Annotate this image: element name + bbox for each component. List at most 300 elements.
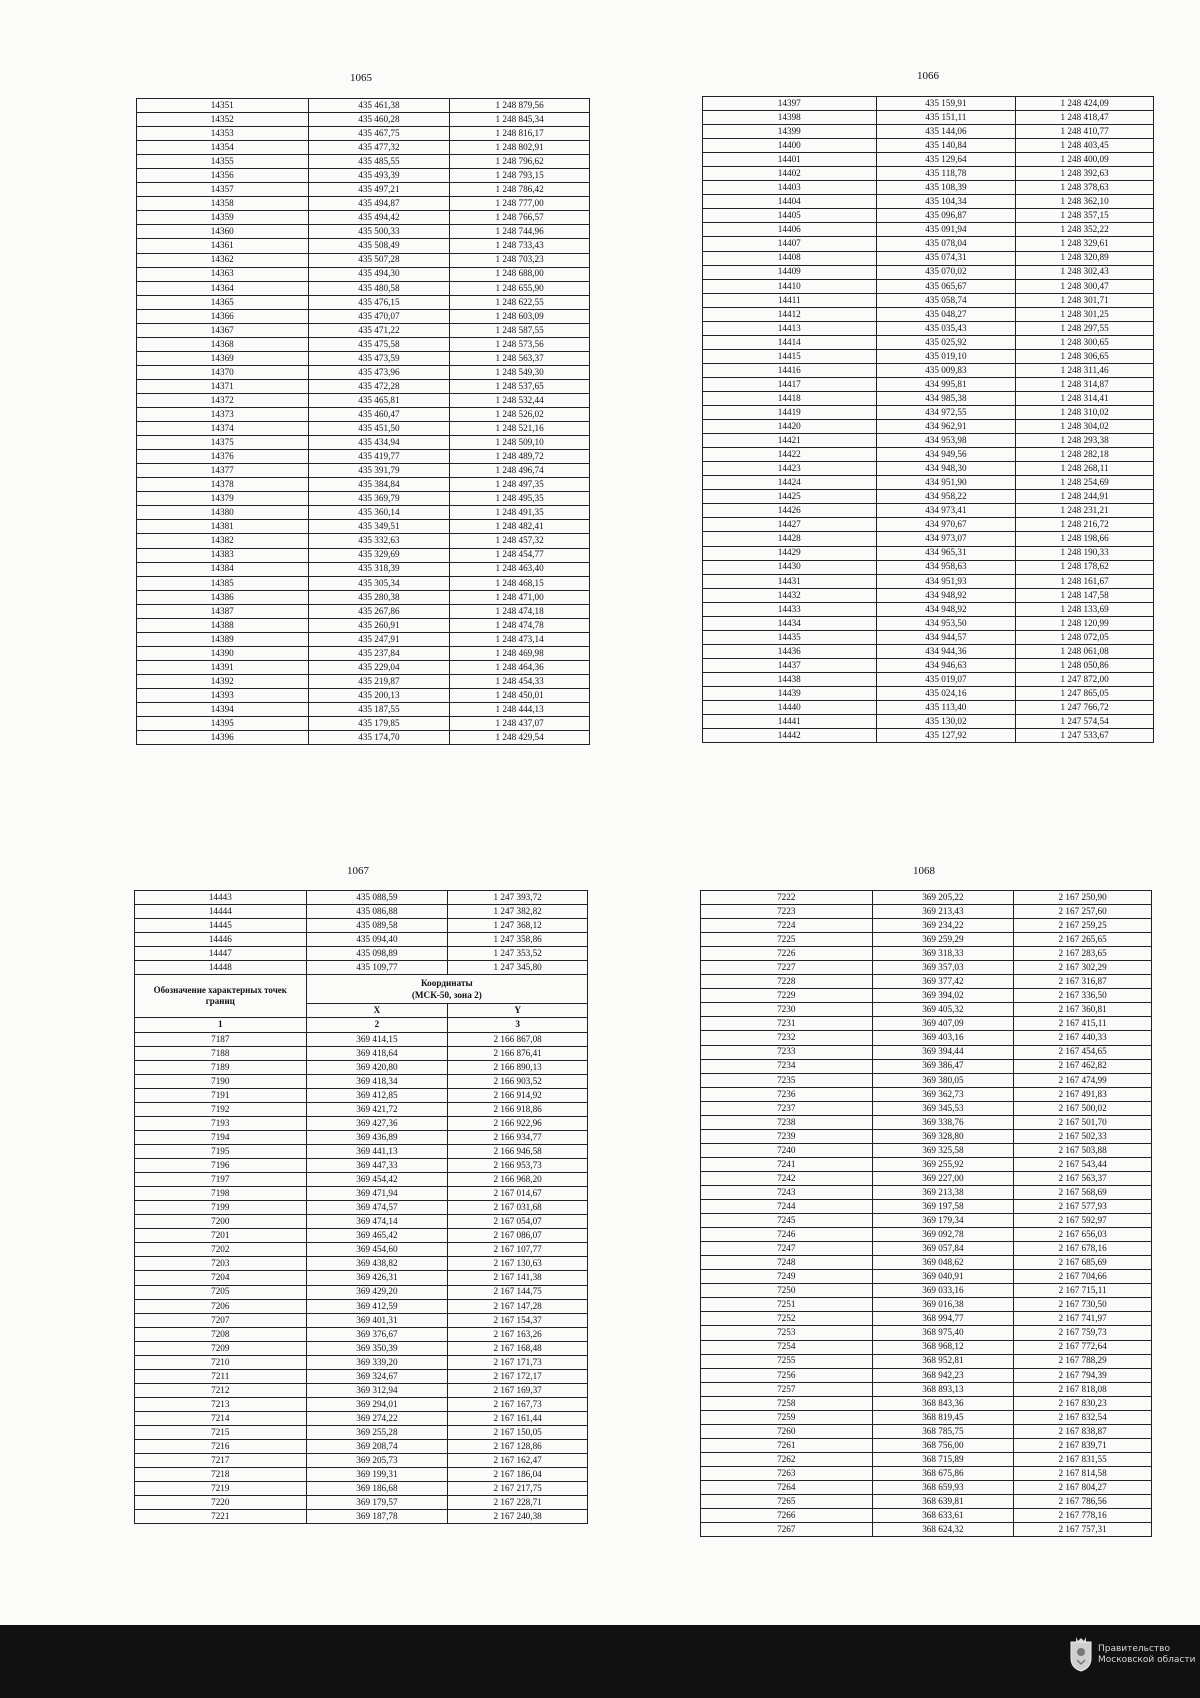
- point-number: 7255: [701, 1354, 873, 1368]
- table-row: [135, 1145, 588, 1159]
- point-number: 14355: [137, 155, 309, 169]
- point-number: 14447: [135, 947, 307, 961]
- header-point-designation: Обозначение характерных точек границ: [135, 975, 307, 1018]
- x-coordinate: 369 454,42: [306, 1173, 448, 1187]
- x-coordinate: 369 057,84: [872, 1242, 1014, 1256]
- table-row: [703, 111, 1154, 125]
- y-coordinate: 1 248 403,45: [1016, 139, 1154, 153]
- table-row: [701, 1115, 1152, 1129]
- table-row: [137, 506, 590, 520]
- x-coordinate: 435 460,47: [308, 408, 450, 422]
- y-coordinate: 2 167 014,67: [448, 1187, 588, 1201]
- y-coordinate: 2 167 704,66: [1014, 1270, 1152, 1284]
- y-coordinate: 2 167 568,69: [1014, 1185, 1152, 1199]
- table-row: [701, 1242, 1152, 1256]
- x-coordinate: 369 421,72: [306, 1102, 448, 1116]
- table-row: [137, 674, 590, 688]
- y-coordinate: 1 248 563,37: [450, 351, 590, 365]
- x-coordinate: 435 329,69: [308, 548, 450, 562]
- table-row: [703, 391, 1154, 405]
- x-coordinate: 435 391,79: [308, 464, 450, 478]
- table-row: [701, 1466, 1152, 1480]
- x-coordinate: 368 715,89: [872, 1452, 1014, 1466]
- y-coordinate: 1 248 845,34: [450, 113, 590, 127]
- table-row: [135, 1102, 588, 1116]
- x-coordinate: 369 407,09: [872, 1017, 1014, 1031]
- x-coordinate: 434 953,98: [876, 434, 1016, 448]
- x-coordinate: 369 205,22: [872, 891, 1014, 905]
- x-coordinate: 435 127,92: [876, 729, 1016, 743]
- x-coordinate: 369 328,80: [872, 1129, 1014, 1143]
- table-row: [703, 223, 1154, 237]
- y-coordinate: 1 248 304,02: [1016, 420, 1154, 434]
- point-number: 14369: [137, 351, 309, 365]
- y-coordinate: 1 248 300,65: [1016, 335, 1154, 349]
- table-row: [701, 1284, 1152, 1298]
- table-row: [137, 127, 590, 141]
- table-row: [135, 1510, 588, 1524]
- x-coordinate: 369 474,14: [306, 1215, 448, 1229]
- table-row: [701, 1059, 1152, 1073]
- y-coordinate: 2 167 336,50: [1014, 989, 1152, 1003]
- table-row: [701, 1101, 1152, 1115]
- point-number: 7227: [701, 961, 873, 975]
- table-row: [703, 293, 1154, 307]
- x-coordinate: 434 951,90: [876, 476, 1016, 490]
- y-coordinate: 1 248 879,56: [450, 99, 590, 113]
- table-row: [703, 448, 1154, 462]
- table-row: [703, 349, 1154, 363]
- y-coordinate: 1 248 297,55: [1016, 321, 1154, 335]
- table-row: [701, 1495, 1152, 1509]
- y-coordinate: 2 167 163,26: [448, 1327, 588, 1341]
- table-row: [137, 660, 590, 674]
- x-coordinate: 434 965,31: [876, 546, 1016, 560]
- y-coordinate: 2 167 147,28: [448, 1299, 588, 1313]
- coordinates-table-1067: [134, 890, 588, 1524]
- point-number: 7207: [135, 1313, 307, 1327]
- x-coordinate: 369 033,16: [872, 1284, 1014, 1298]
- table-row: [703, 363, 1154, 377]
- x-coordinate: 435 451,50: [308, 422, 450, 436]
- point-number: 14388: [137, 618, 309, 632]
- y-coordinate: 1 248 521,16: [450, 422, 590, 436]
- x-coordinate: 369 438,82: [306, 1257, 448, 1271]
- y-coordinate: 1 248 293,38: [1016, 434, 1154, 448]
- table-row: [137, 703, 590, 717]
- table-row: [135, 919, 588, 933]
- table-row: [137, 562, 590, 576]
- y-coordinate: 1 248 244,91: [1016, 490, 1154, 504]
- table-row: [703, 504, 1154, 518]
- x-coordinate: 369 179,34: [872, 1214, 1014, 1228]
- y-coordinate: 1 247 533,67: [1016, 729, 1154, 743]
- table-row: [703, 420, 1154, 434]
- y-coordinate: 2 167 814,58: [1014, 1466, 1152, 1480]
- y-coordinate: 1 248 777,00: [450, 197, 590, 211]
- table-row: [137, 464, 590, 478]
- table-row: [701, 1410, 1152, 1424]
- point-number: 14421: [703, 434, 877, 448]
- table-row: [701, 1354, 1152, 1368]
- y-coordinate: 2 167 592,97: [1014, 1214, 1152, 1228]
- table-row: [701, 1509, 1152, 1523]
- point-number: 14372: [137, 393, 309, 407]
- table-row: [135, 1131, 588, 1145]
- point-number: 14375: [137, 436, 309, 450]
- point-number: 14423: [703, 462, 877, 476]
- table-row: [701, 1200, 1152, 1214]
- y-coordinate: 2 167 839,71: [1014, 1438, 1152, 1452]
- y-coordinate: 1 248 489,72: [450, 450, 590, 464]
- x-coordinate: 369 418,34: [306, 1074, 448, 1088]
- y-coordinate: 2 167 250,90: [1014, 891, 1152, 905]
- point-number: 7247: [701, 1242, 873, 1256]
- y-coordinate: 2 167 186,04: [448, 1468, 588, 1482]
- table-row: [135, 1426, 588, 1440]
- y-coordinate: 1 248 314,41: [1016, 391, 1154, 405]
- footer-bar: [0, 1625, 1200, 1698]
- y-coordinate: 2 167 656,03: [1014, 1228, 1152, 1242]
- x-coordinate: 435 140,84: [876, 139, 1016, 153]
- point-number: 14412: [703, 307, 877, 321]
- point-number: 14428: [703, 532, 877, 546]
- x-coordinate: 435 096,87: [876, 209, 1016, 223]
- point-number: 7222: [701, 891, 873, 905]
- table-row: [137, 337, 590, 351]
- table-row: [703, 588, 1154, 602]
- x-coordinate: 435 074,31: [876, 251, 1016, 265]
- x-coordinate: 369 386,47: [872, 1059, 1014, 1073]
- y-coordinate: 2 167 141,38: [448, 1271, 588, 1285]
- x-coordinate: 435 108,39: [876, 181, 1016, 195]
- table-row: [703, 125, 1154, 139]
- point-number: 14366: [137, 309, 309, 323]
- y-coordinate: 1 248 816,17: [450, 127, 590, 141]
- x-coordinate: 435 187,55: [308, 703, 450, 717]
- table-row: [703, 265, 1154, 279]
- table-row: [703, 490, 1154, 504]
- point-number: 7249: [701, 1270, 873, 1284]
- table-row: [137, 225, 590, 239]
- x-coordinate: 435 247,91: [308, 632, 450, 646]
- y-coordinate: 2 166 914,92: [448, 1088, 588, 1102]
- x-coordinate: 369 274,22: [306, 1411, 448, 1425]
- x-coordinate: 434 962,91: [876, 420, 1016, 434]
- point-number: 14446: [135, 933, 307, 947]
- point-number: 14430: [703, 560, 877, 574]
- table-row: [135, 1032, 588, 1046]
- point-number: 14439: [703, 686, 877, 700]
- point-number: 14409: [703, 265, 877, 279]
- x-coordinate: 434 973,41: [876, 504, 1016, 518]
- table-row: [137, 211, 590, 225]
- point-number: 14376: [137, 450, 309, 464]
- x-coordinate: 435 473,96: [308, 365, 450, 379]
- point-number: 7223: [701, 905, 873, 919]
- y-coordinate: 2 167 577,93: [1014, 1200, 1152, 1214]
- y-coordinate: 2 167 454,65: [1014, 1045, 1152, 1059]
- y-coordinate: 1 248 509,10: [450, 436, 590, 450]
- x-coordinate: 369 339,20: [306, 1355, 448, 1369]
- x-coordinate: 435 159,91: [876, 97, 1016, 111]
- table-row: [135, 1496, 588, 1510]
- x-coordinate: 369 259,29: [872, 933, 1014, 947]
- point-number: 7261: [701, 1438, 873, 1452]
- table-row: [135, 1397, 588, 1411]
- y-coordinate: 2 167 804,27: [1014, 1480, 1152, 1494]
- x-coordinate: 368 975,40: [872, 1326, 1014, 1340]
- table-row: [137, 113, 590, 127]
- y-coordinate: 2 167 162,47: [448, 1454, 588, 1468]
- table-row: [135, 1187, 588, 1201]
- x-coordinate: 435 419,77: [308, 450, 450, 464]
- y-coordinate: 2 167 474,99: [1014, 1073, 1152, 1087]
- y-coordinate: 1 248 444,13: [450, 703, 590, 717]
- table-row: [135, 1341, 588, 1355]
- x-coordinate: 434 948,92: [876, 588, 1016, 602]
- table-row: [703, 167, 1154, 181]
- table-row: [137, 436, 590, 450]
- header-x: X: [306, 1004, 448, 1018]
- x-coordinate: 435 174,70: [308, 731, 450, 745]
- table-row: [701, 1143, 1152, 1157]
- y-coordinate: 2 167 830,23: [1014, 1396, 1152, 1410]
- x-coordinate: 369 362,73: [872, 1087, 1014, 1101]
- table-row: [703, 209, 1154, 223]
- point-number: 7262: [701, 1452, 873, 1466]
- table-row: [137, 520, 590, 534]
- y-coordinate: 2 167 086,07: [448, 1229, 588, 1243]
- point-number: 7216: [135, 1440, 307, 1454]
- table-row: [137, 323, 590, 337]
- table-header: [135, 975, 588, 1032]
- table-row: [703, 406, 1154, 420]
- point-number: 14354: [137, 141, 309, 155]
- x-coordinate: 435 497,21: [308, 183, 450, 197]
- table-row: [137, 408, 590, 422]
- point-number: 7211: [135, 1369, 307, 1383]
- table-row: [135, 1229, 588, 1243]
- y-coordinate: 2 167 832,54: [1014, 1410, 1152, 1424]
- x-coordinate: 434 944,36: [876, 644, 1016, 658]
- point-number: 14361: [137, 239, 309, 253]
- y-coordinate: 1 247 345,80: [448, 961, 588, 975]
- table-row: [135, 1215, 588, 1229]
- y-coordinate: 2 166 867,08: [448, 1032, 588, 1046]
- table-row: [135, 1201, 588, 1215]
- point-number: 7236: [701, 1087, 873, 1101]
- y-coordinate: 1 248 362,10: [1016, 195, 1154, 209]
- point-number: 7263: [701, 1466, 873, 1480]
- x-coordinate: 369 376,67: [306, 1327, 448, 1341]
- y-coordinate: 2 167 831,55: [1014, 1452, 1152, 1466]
- point-number: 7187: [135, 1032, 307, 1046]
- table-row: [701, 1523, 1152, 1537]
- y-coordinate: 1 248 282,18: [1016, 448, 1154, 462]
- y-coordinate: 2 167 167,73: [448, 1397, 588, 1411]
- y-coordinate: 2 167 543,44: [1014, 1157, 1152, 1171]
- point-number: 14386: [137, 590, 309, 604]
- y-coordinate: 1 248 301,25: [1016, 307, 1154, 321]
- x-coordinate: 435 280,38: [308, 590, 450, 604]
- x-coordinate: 435 507,28: [308, 253, 450, 267]
- point-number: 7214: [135, 1411, 307, 1425]
- point-number: 14444: [135, 905, 307, 919]
- y-coordinate: 1 248 378,63: [1016, 181, 1154, 195]
- point-number: 14407: [703, 237, 877, 251]
- y-coordinate: 2 167 838,87: [1014, 1424, 1152, 1438]
- y-coordinate: 2 167 741,97: [1014, 1312, 1152, 1326]
- table-row: [137, 731, 590, 745]
- point-number: 14424: [703, 476, 877, 490]
- header-col-number-1: 1: [135, 1018, 307, 1032]
- y-coordinate: 1 248 178,62: [1016, 560, 1154, 574]
- point-number: 7246: [701, 1228, 873, 1242]
- y-coordinate: 2 167 168,48: [448, 1341, 588, 1355]
- point-number: 7196: [135, 1159, 307, 1173]
- point-number: 14395: [137, 717, 309, 731]
- table-row: [701, 947, 1152, 961]
- x-coordinate: 369 471,94: [306, 1187, 448, 1201]
- y-coordinate: 2 167 502,33: [1014, 1129, 1152, 1143]
- table-row: [701, 1017, 1152, 1031]
- point-number: 14381: [137, 520, 309, 534]
- table-row: [135, 933, 588, 947]
- y-coordinate: 1 247 353,52: [448, 947, 588, 961]
- y-coordinate: 2 167 150,05: [448, 1426, 588, 1440]
- y-coordinate: 1 248 310,02: [1016, 406, 1154, 420]
- page-number-1066: 1066: [917, 70, 939, 82]
- table-row: [701, 1045, 1152, 1059]
- point-number: 7239: [701, 1129, 873, 1143]
- point-number: 14352: [137, 113, 309, 127]
- y-coordinate: 1 248 796,62: [450, 155, 590, 169]
- point-number: 14378: [137, 478, 309, 492]
- x-coordinate: 434 953,50: [876, 616, 1016, 630]
- x-coordinate: 368 942,23: [872, 1368, 1014, 1382]
- table-row: [703, 574, 1154, 588]
- y-coordinate: 1 248 688,00: [450, 267, 590, 281]
- x-coordinate: 369 294,01: [306, 1397, 448, 1411]
- table-row: [701, 1270, 1152, 1284]
- x-coordinate: 435 500,33: [308, 225, 450, 239]
- y-coordinate: 2 166 876,41: [448, 1046, 588, 1060]
- point-number: 7258: [701, 1396, 873, 1410]
- table-row: [137, 646, 590, 660]
- point-number: 14445: [135, 919, 307, 933]
- y-coordinate: 1 248 302,43: [1016, 265, 1154, 279]
- x-coordinate: 435 200,13: [308, 688, 450, 702]
- x-coordinate: 369 418,64: [306, 1046, 448, 1060]
- x-coordinate: 368 819,45: [872, 1410, 1014, 1424]
- point-number: 14437: [703, 658, 877, 672]
- point-number: 14353: [137, 127, 309, 141]
- point-number: 14356: [137, 169, 309, 183]
- y-coordinate: 2 167 462,82: [1014, 1059, 1152, 1073]
- header-y: Y: [448, 1004, 588, 1018]
- point-number: 7195: [135, 1145, 307, 1159]
- table-row: [135, 1046, 588, 1060]
- table-row: [137, 717, 590, 731]
- y-coordinate: 2 167 772,64: [1014, 1340, 1152, 1354]
- y-coordinate: 1 248 469,98: [450, 646, 590, 660]
- x-coordinate: 434 973,07: [876, 532, 1016, 546]
- table-row: [701, 933, 1152, 947]
- y-coordinate: 1 248 450,01: [450, 688, 590, 702]
- table-row: [137, 267, 590, 281]
- point-number: 14432: [703, 588, 877, 602]
- point-number: 14374: [137, 422, 309, 436]
- x-coordinate: 369 403,16: [872, 1031, 1014, 1045]
- table-row: [135, 1257, 588, 1271]
- coordinates-table-1068: [700, 890, 1152, 1537]
- table-row: [703, 658, 1154, 672]
- point-number: 7218: [135, 1468, 307, 1482]
- point-number: 14404: [703, 195, 877, 209]
- x-coordinate: 369 312,94: [306, 1383, 448, 1397]
- table-row: [703, 153, 1154, 167]
- y-coordinate: 1 248 526,02: [450, 408, 590, 422]
- table-row: [137, 632, 590, 646]
- x-coordinate: 368 968,12: [872, 1340, 1014, 1354]
- point-number: 7197: [135, 1173, 307, 1187]
- x-coordinate: 434 951,93: [876, 574, 1016, 588]
- x-coordinate: 369 426,31: [306, 1271, 448, 1285]
- y-coordinate: 2 167 128,86: [448, 1440, 588, 1454]
- y-coordinate: 1 248 474,18: [450, 604, 590, 618]
- table-row: [703, 462, 1154, 476]
- x-coordinate: 435 024,16: [876, 686, 1016, 700]
- x-coordinate: 434 972,55: [876, 406, 1016, 420]
- x-coordinate: 435 470,07: [308, 309, 450, 323]
- point-number: 14389: [137, 632, 309, 646]
- y-coordinate: 2 167 054,07: [448, 1215, 588, 1229]
- table-row: [703, 546, 1154, 560]
- point-number: 14393: [137, 688, 309, 702]
- y-coordinate: 1 248 549,30: [450, 365, 590, 379]
- y-coordinate: 2 167 257,60: [1014, 905, 1152, 919]
- x-coordinate: 369 429,20: [306, 1285, 448, 1299]
- point-number: 7210: [135, 1355, 307, 1369]
- point-number: 7193: [135, 1116, 307, 1130]
- point-number: 7194: [135, 1131, 307, 1145]
- table-row: [135, 1369, 588, 1383]
- table-row: [137, 590, 590, 604]
- point-number: 14362: [137, 253, 309, 267]
- y-coordinate: 2 167 818,08: [1014, 1382, 1152, 1396]
- x-coordinate: 435 473,59: [308, 351, 450, 365]
- point-number: 14431: [703, 574, 877, 588]
- table-row: [703, 602, 1154, 616]
- x-coordinate: 435 065,67: [876, 279, 1016, 293]
- x-coordinate: 435 229,04: [308, 660, 450, 674]
- table-row: [135, 1271, 588, 1285]
- y-coordinate: 1 248 497,35: [450, 478, 590, 492]
- x-coordinate: 435 465,81: [308, 393, 450, 407]
- table-row: [135, 1440, 588, 1454]
- x-coordinate: 435 477,32: [308, 141, 450, 155]
- header-coordinates-title: Координаты: [420, 978, 473, 989]
- y-coordinate: 2 167 491,83: [1014, 1087, 1152, 1101]
- point-number: 7191: [135, 1088, 307, 1102]
- point-number: 14364: [137, 281, 309, 295]
- table-row: [701, 1003, 1152, 1017]
- table-row: [703, 630, 1154, 644]
- point-number: 7231: [701, 1017, 873, 1031]
- point-number: 14370: [137, 365, 309, 379]
- y-coordinate: 2 167 316,87: [1014, 975, 1152, 989]
